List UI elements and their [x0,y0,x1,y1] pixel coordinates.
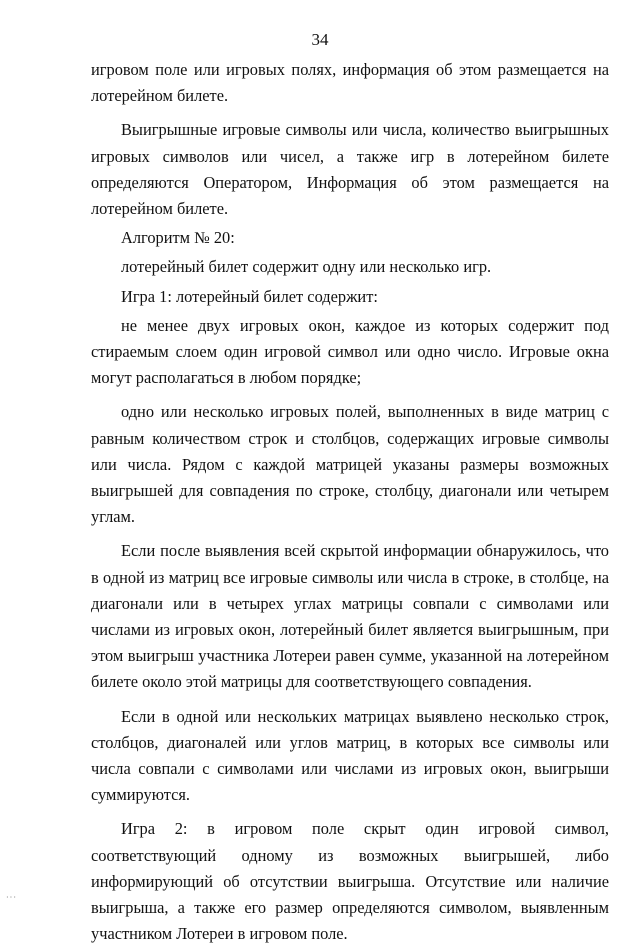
paragraph-winning-symbols: Выигрышные игровые символы или числа, количество выигрышных игровых символов или чисел, а также игр в лотерейном билете определяются Оператором, Информация об этом размещается на лотерейном билете. [91,120,609,219]
paragraph-sum-wins: Если в одной или нескольких матрицах выявлено несколько строк, столбцов, диагоналей или углов матриц, в которых все символы или числа совпали с символами или числами из игровых окон, выигрыши суммируются. [91,706,609,805]
game-1-heading: Игра 1: лотерейный билет содержит: [121,286,378,306]
paragraph-game-2: Игра 2: в игровом поле скрыт один игровой символ, соответствующий одному из возможных выигрышей, либо информирующий об отсутствии выигрыша. Отсутствие или наличие выигрыша, а также его размер определяются символом, выявленным участником Лотереи в игровом поле. [91,819,609,944]
paragraph-win-condition: Если после выявления всей скрытой информации обнаружилось, что в одной из матриц все игровые символы или числа в строке, в столбце, на диагонали или в четырех углах матрицы совпали с символами или числами из игровых окон, лотерейный билет является выигрышным, при этом выигрыш участника Лотереи равен сумме, указанной на лотерейном билете около этой матрицы для соответствующего совпадения. [91,541,609,692]
scan-artifact: ··· [6,893,17,902]
page-number: 34 [311,30,329,49]
document-body [91,57,609,948]
algorithm-heading: Алгоритм № 20: [121,228,235,248]
paragraph-game-fields: одно или несколько игровых полей, выполненных в виде матриц с равным количеством строк и столбцов, содержащих игровые символы или числа. Рядом с каждой матрицей указаны размеры возможных выигрышей для совпадения по строке, столбцу, диагонали или четырем углам. [91,402,609,527]
paragraph-game-windows: не менее двух игровых окон, каждое из которых содержит под стираемым слоем один игровой символ или одно число. Игровые окна могут располагаться в любом порядке; [91,315,609,388]
paragraph-ticket-games: лотерейный билет содержит одну или несколько игр. [121,257,492,277]
paragraph-continuation: игровом поле или игровых полях, информация об этом размещается на лотерейном билете. [91,60,609,106]
